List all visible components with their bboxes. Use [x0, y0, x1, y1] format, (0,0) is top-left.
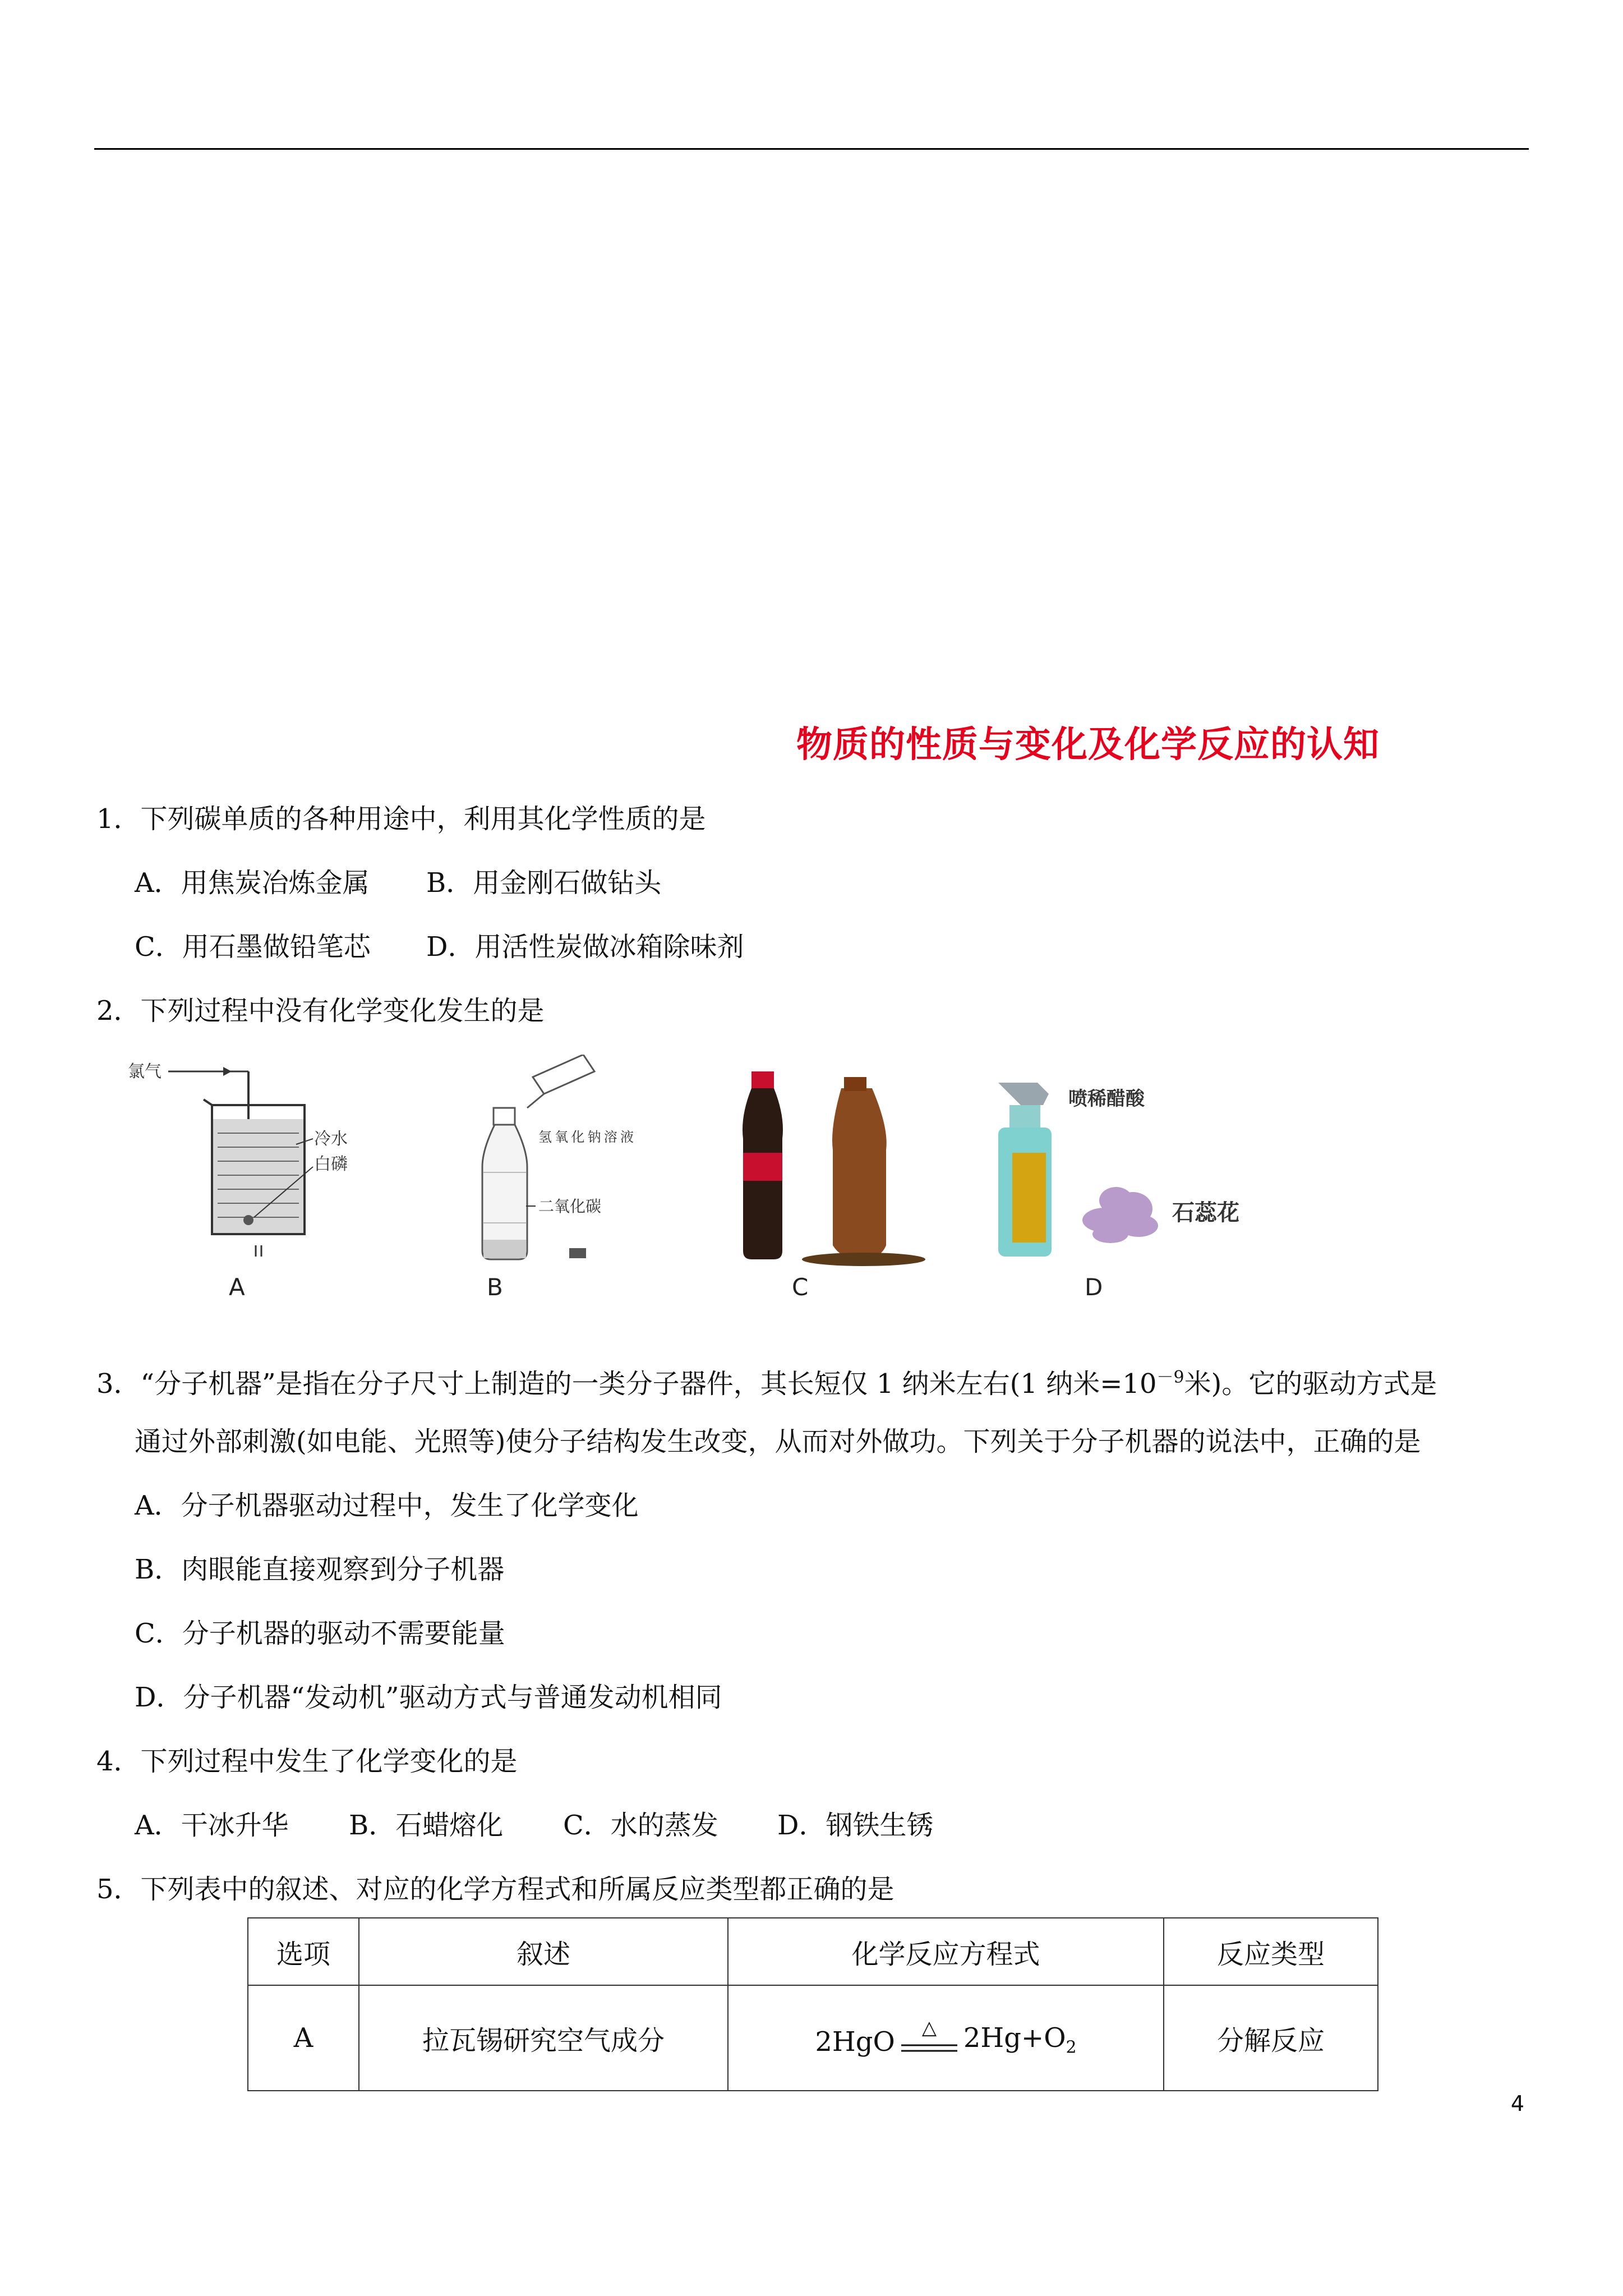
question-1-options-row-1 [135, 866, 661, 900]
table-row [248, 1985, 1378, 2091]
figure-b-solution-label: 氢氧化钠溶液 [538, 1129, 634, 1145]
question-4-options [135, 1809, 934, 1842]
q3-exponent: －9 [1156, 1368, 1184, 1387]
equation-condition-sign [898, 2018, 960, 2058]
question-1-stem: 1．下列碳单质的各种用途中，利用其化学性质的是 [96, 803, 706, 835]
q1-option-a: A．用焦炭冶炼金属 [135, 867, 370, 899]
equation-left: 2HgO [815, 2026, 895, 2058]
table-header-row [248, 1918, 1378, 1985]
header-rule [94, 148, 1529, 150]
table-header-option: 选项 [248, 1918, 359, 1985]
q3-option-b: B．肉眼能直接观察到分子机器 [135, 1554, 505, 1585]
question-4-stem: 4．下列过程中发生了化学变化的是 [96, 1746, 518, 1777]
question-3-stem-line-2: 通过外部刺激(如电能、光照等)使分子结构发生改变，从而对外做功。下列关于分子机器的说法中，正确的是 [135, 1426, 1421, 1457]
question-2-stem: 2．下列过程中没有化学变化发生的是 [96, 995, 545, 1027]
q3-option-c: C．分子机器的驱动不需要能量 [135, 1618, 505, 1649]
table-cell-option: A [248, 1985, 359, 2091]
question-5-stem: 5．下列表中的叙述、对应的化学方程式和所属反应类型都正确的是 [96, 1874, 895, 1905]
table-header-description: 叙述 [359, 1918, 728, 1985]
question-1-options-row-2 [135, 930, 744, 964]
figure-b-gas-label: 二氧化碳 [538, 1197, 602, 1216]
figure-d-flower-label: 石蕊花 [1172, 1200, 1239, 1226]
table-header-reaction-type: 反应类型 [1164, 1918, 1378, 1985]
page-number: 4 [1510, 2091, 1524, 2116]
question-3-stem-line-1 [96, 1361, 1437, 1401]
figure-c-label: C [792, 1273, 809, 1301]
q3-option-a: A．分子机器驱动过程中，发生了化学变化 [135, 1490, 639, 1521]
figure-a-water-label: 冷水 [314, 1129, 348, 1149]
table-cell-equation [728, 1985, 1164, 2091]
page-title: 物质的性质与变化及化学反应的认知 [796, 724, 1380, 766]
equation-right-subscript: 2 [1066, 2038, 1077, 2058]
table-cell-reaction-type: 分解反应 [1164, 1985, 1378, 2091]
q3-option-d: D．分子机器“发动机”驱动方式与普通发动机相同 [135, 1682, 722, 1713]
equation-right-text: 2Hg+O [963, 2022, 1066, 2054]
q1-option-c: C．用石墨做铅笔芯 [135, 931, 371, 963]
figure-d-spray-label: 喷稀醋酸 [1068, 1088, 1145, 1110]
q4-option-c: C．水的蒸发 [563, 1810, 718, 1841]
table-header-equation: 化学反应方程式 [728, 1918, 1164, 1985]
figure-a-beaker [128, 1055, 386, 1318]
q3-stem-part-1: 3．“分子机器”是指在分子尺寸上制造的一类分子器件，其长短仅 1 纳米左右(1 纳米=10 [96, 1368, 1157, 1400]
q4-option-d: D．钢铁生锈 [777, 1810, 934, 1841]
figure-a-label: A [229, 1273, 245, 1301]
figure-a-gas-label: 氯气 [128, 1062, 162, 1082]
figure-d-label: D [1085, 1273, 1103, 1301]
q3-stem-part-2: 米)。它的驱动方式是 [1184, 1368, 1437, 1400]
equation-right [963, 2022, 1077, 2058]
figure-c-cola [729, 1055, 953, 1318]
figure-d-spray [987, 1055, 1279, 1318]
q1-option-b: B．用金刚石做钻头 [426, 867, 662, 899]
q1-option-d: D．用活性炭做冰箱除味剂 [426, 931, 744, 963]
q4-option-b: B．石蜡熔化 [349, 1810, 504, 1841]
heating-condition-icon: △ [921, 2018, 937, 2039]
table-cell-description: 拉瓦锡研究空气成分 [359, 1985, 728, 2091]
figure-b-label: B [487, 1273, 503, 1301]
q4-option-a: A．干冰升华 [135, 1810, 289, 1841]
reaction-table [247, 1917, 1378, 2091]
chemical-equation [815, 2018, 1076, 2058]
figure-a-phosphorus-label: 白磷 [314, 1154, 348, 1174]
